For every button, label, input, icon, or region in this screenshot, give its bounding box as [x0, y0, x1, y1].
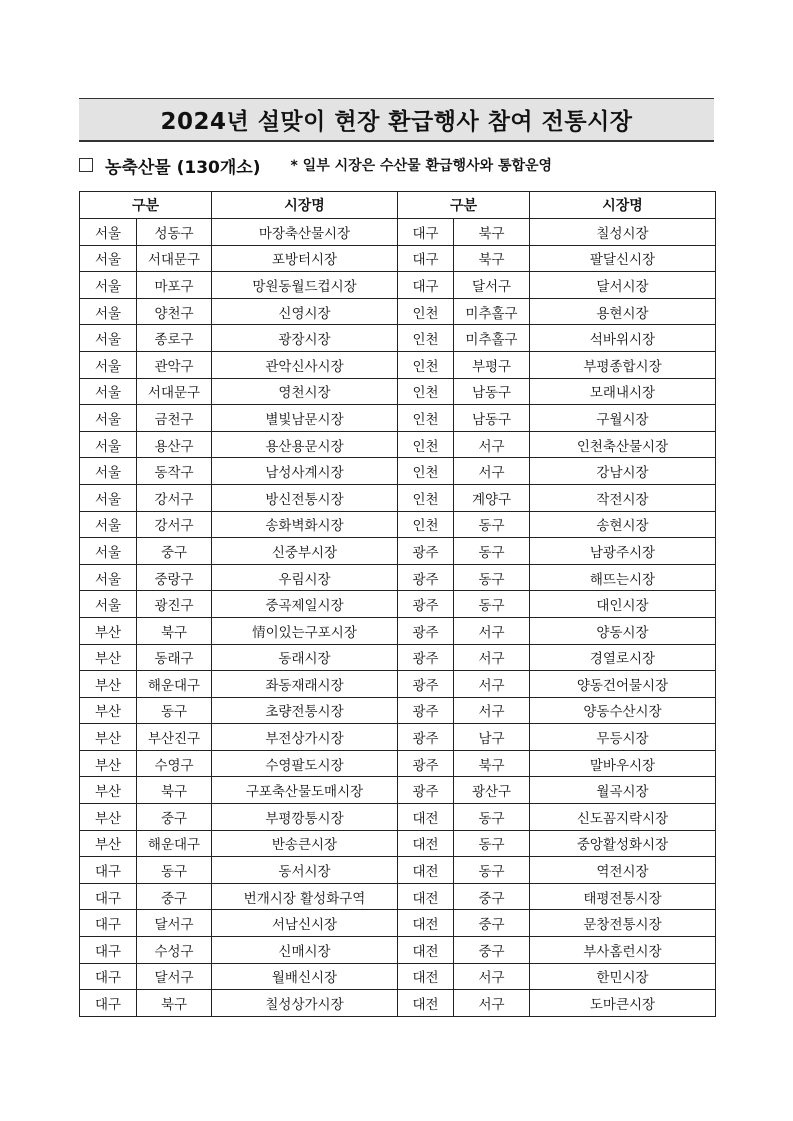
district-left: 부산진구 [137, 724, 212, 751]
page-title: 2024년 설맞이 현장 환급행사 참여 전통시장 [160, 109, 633, 135]
district-left: 달서구 [137, 963, 212, 990]
city-left: 서울 [80, 405, 137, 432]
district-left: 동작구 [137, 458, 212, 485]
market-name-left: 번개시장 활성화구역 [212, 883, 398, 910]
market-name-left: 동서시장 [212, 857, 398, 884]
city-left: 서울 [80, 511, 137, 538]
district-right: 동구 [454, 591, 530, 618]
header-market-right: 시장명 [530, 192, 716, 219]
city-left: 서울 [80, 484, 137, 511]
district-left: 서대문구 [137, 378, 212, 405]
market-name-right: 인천축산물시장 [530, 431, 716, 458]
header-region-left: 구분 [80, 192, 212, 219]
market-name-right: 양동건어물시장 [530, 671, 716, 698]
market-name-left: 방신전통시장 [212, 484, 398, 511]
city-right: 인천 [398, 378, 454, 405]
table-row [80, 431, 716, 458]
market-name-right: 말바우시장 [530, 750, 716, 777]
city-right: 대전 [398, 910, 454, 937]
district-right: 남동구 [454, 378, 530, 405]
market-name-right: 달서시장 [530, 272, 716, 299]
district-left: 강서구 [137, 511, 212, 538]
district-left: 중구 [137, 538, 212, 565]
district-right: 서구 [454, 431, 530, 458]
city-left: 부산 [80, 750, 137, 777]
district-right: 동구 [454, 538, 530, 565]
district-right: 동구 [454, 830, 530, 857]
district-left: 수영구 [137, 750, 212, 777]
district-right: 서구 [454, 990, 530, 1017]
city-left: 대구 [80, 963, 137, 990]
city-left: 대구 [80, 883, 137, 910]
city-left: 부산 [80, 671, 137, 698]
city-left: 서울 [80, 298, 137, 325]
district-right: 미추홀구 [454, 325, 530, 352]
market-name-left: 신영시장 [212, 298, 398, 325]
header-market-left: 시장명 [212, 192, 398, 219]
district-left: 강서구 [137, 484, 212, 511]
market-name-left: 중곡제일시장 [212, 591, 398, 618]
market-table [79, 191, 716, 1017]
city-right: 인천 [398, 431, 454, 458]
section-label: 농축산물 (130개소) [105, 157, 261, 178]
table-row [80, 298, 716, 325]
market-name-right: 송현시장 [530, 511, 716, 538]
district-left: 중구 [137, 804, 212, 831]
district-left: 광진구 [137, 591, 212, 618]
table-row [80, 750, 716, 777]
city-left: 서울 [80, 245, 137, 272]
city-right: 대구 [398, 245, 454, 272]
table-row [80, 351, 716, 378]
district-left: 동구 [137, 857, 212, 884]
table-row [80, 644, 716, 671]
district-right: 중구 [454, 937, 530, 964]
city-right: 광주 [398, 644, 454, 671]
section-note: * 일부 시장은 수산물 환급행사와 통합운영 [290, 158, 553, 174]
district-right: 북구 [454, 245, 530, 272]
district-left: 마포구 [137, 272, 212, 299]
district-right: 북구 [454, 219, 530, 246]
district-left: 해운대구 [137, 830, 212, 857]
table-row [80, 697, 716, 724]
header-region-right: 구분 [398, 192, 530, 219]
table-row [80, 538, 716, 565]
market-name-left: 반송큰시장 [212, 830, 398, 857]
district-left: 동래구 [137, 644, 212, 671]
district-right: 서구 [454, 963, 530, 990]
city-left: 서울 [80, 351, 137, 378]
city-right: 광주 [398, 591, 454, 618]
table-row [80, 219, 716, 246]
table-header-row [80, 192, 716, 219]
table-row [80, 511, 716, 538]
city-left: 서울 [80, 538, 137, 565]
district-right: 중구 [454, 910, 530, 937]
table-row [80, 883, 716, 910]
district-left: 북구 [137, 777, 212, 804]
district-left: 서대문구 [137, 245, 212, 272]
city-right: 대구 [398, 272, 454, 299]
city-left: 부산 [80, 617, 137, 644]
market-name-right: 작전시장 [530, 484, 716, 511]
district-right: 서구 [454, 697, 530, 724]
market-name-left: 서남신시장 [212, 910, 398, 937]
city-left: 서울 [80, 591, 137, 618]
market-name-left: 영천시장 [212, 378, 398, 405]
market-name-left: 망원동월드컵시장 [212, 272, 398, 299]
city-right: 광주 [398, 617, 454, 644]
table-row [80, 990, 716, 1017]
market-name-right: 석바위시장 [530, 325, 716, 352]
market-name-left: 수영팔도시장 [212, 750, 398, 777]
market-name-left: 우림시장 [212, 564, 398, 591]
district-right: 서구 [454, 671, 530, 698]
market-name-right: 문창전통시장 [530, 910, 716, 937]
city-right: 광주 [398, 697, 454, 724]
district-left: 중구 [137, 883, 212, 910]
market-name-right: 칠성시장 [530, 219, 716, 246]
district-right: 동구 [454, 804, 530, 831]
district-right: 광산구 [454, 777, 530, 804]
district-left: 동구 [137, 697, 212, 724]
city-left: 서울 [80, 272, 137, 299]
table-row [80, 458, 716, 485]
market-name-right: 양동수산시장 [530, 697, 716, 724]
market-name-right: 양동시장 [530, 617, 716, 644]
city-left: 서울 [80, 325, 137, 352]
district-left: 성동구 [137, 219, 212, 246]
market-name-right: 경열로시장 [530, 644, 716, 671]
table-row [80, 963, 716, 990]
city-right: 인천 [398, 484, 454, 511]
table-row [80, 405, 716, 432]
city-right: 광주 [398, 724, 454, 751]
market-name-right: 월곡시장 [530, 777, 716, 804]
city-left: 대구 [80, 990, 137, 1017]
district-right: 중구 [454, 883, 530, 910]
market-name-right: 부평종합시장 [530, 351, 716, 378]
market-name-right: 부사홈런시장 [530, 937, 716, 964]
city-right: 광주 [398, 671, 454, 698]
district-right: 동구 [454, 564, 530, 591]
district-left: 수성구 [137, 937, 212, 964]
table-row [80, 804, 716, 831]
section-heading [79, 153, 552, 177]
market-name-right: 중앙활성화시장 [530, 830, 716, 857]
table-row [80, 857, 716, 884]
city-right: 대전 [398, 990, 454, 1017]
market-name-right: 한민시장 [530, 963, 716, 990]
title-banner [79, 98, 714, 142]
market-name-left: 부전상가시장 [212, 724, 398, 751]
city-right: 대전 [398, 857, 454, 884]
district-right: 북구 [454, 750, 530, 777]
city-right: 광주 [398, 564, 454, 591]
district-left: 중랑구 [137, 564, 212, 591]
market-name-right: 모래내시장 [530, 378, 716, 405]
district-left: 달서구 [137, 910, 212, 937]
city-left: 부산 [80, 804, 137, 831]
market-name-left: 부평깡통시장 [212, 804, 398, 831]
city-left: 대구 [80, 857, 137, 884]
table-row [80, 937, 716, 964]
table-row [80, 910, 716, 937]
district-right: 서구 [454, 644, 530, 671]
city-right: 대구 [398, 219, 454, 246]
table-row [80, 830, 716, 857]
market-name-right: 팔달신시장 [530, 245, 716, 272]
table-row [80, 272, 716, 299]
district-left: 금천구 [137, 405, 212, 432]
district-right: 부평구 [454, 351, 530, 378]
city-left: 서울 [80, 378, 137, 405]
table-row [80, 777, 716, 804]
market-name-left: 별빛남문시장 [212, 405, 398, 432]
city-right: 대전 [398, 963, 454, 990]
market-name-right: 구월시장 [530, 405, 716, 432]
city-left: 대구 [80, 910, 137, 937]
market-name-right: 역전시장 [530, 857, 716, 884]
district-right: 남동구 [454, 405, 530, 432]
market-name-left: 초량전통시장 [212, 697, 398, 724]
city-right: 인천 [398, 511, 454, 538]
market-name-left: 동래시장 [212, 644, 398, 671]
table-row [80, 484, 716, 511]
district-right: 미추홀구 [454, 298, 530, 325]
market-name-right: 신도꼼지락시장 [530, 804, 716, 831]
market-name-right: 해뜨는시장 [530, 564, 716, 591]
market-name-right: 용현시장 [530, 298, 716, 325]
district-right: 동구 [454, 857, 530, 884]
district-left: 양천구 [137, 298, 212, 325]
market-name-left: 포방터시장 [212, 245, 398, 272]
city-right: 인천 [398, 405, 454, 432]
city-right: 대전 [398, 804, 454, 831]
city-left: 서울 [80, 458, 137, 485]
city-right: 대전 [398, 883, 454, 910]
district-right: 동구 [454, 511, 530, 538]
city-right: 광주 [398, 777, 454, 804]
market-name-right: 대인시장 [530, 591, 716, 618]
city-left: 서울 [80, 219, 137, 246]
city-left: 부산 [80, 644, 137, 671]
city-right: 대전 [398, 830, 454, 857]
table-row [80, 378, 716, 405]
market-name-left: 월배신시장 [212, 963, 398, 990]
market-name-left: 남성사계시장 [212, 458, 398, 485]
market-name-right: 남광주시장 [530, 538, 716, 565]
table-row [80, 591, 716, 618]
district-left: 관악구 [137, 351, 212, 378]
city-right: 인천 [398, 298, 454, 325]
market-name-left: 송화벽화시장 [212, 511, 398, 538]
table-body [80, 219, 716, 1017]
table-row [80, 724, 716, 751]
market-name-left: 신매시장 [212, 937, 398, 964]
table-row [80, 245, 716, 272]
market-name-left: 관악신사시장 [212, 351, 398, 378]
market-name-left: 광장시장 [212, 325, 398, 352]
market-name-right: 무등시장 [530, 724, 716, 751]
district-left: 북구 [137, 617, 212, 644]
district-right: 서구 [454, 617, 530, 644]
district-right: 남구 [454, 724, 530, 751]
city-left: 부산 [80, 777, 137, 804]
city-right: 인천 [398, 351, 454, 378]
table-row [80, 617, 716, 644]
city-left: 대구 [80, 937, 137, 964]
district-left: 용산구 [137, 431, 212, 458]
market-name-left: 구포축산물도매시장 [212, 777, 398, 804]
district-left: 북구 [137, 990, 212, 1017]
city-right: 대전 [398, 937, 454, 964]
district-left: 해운대구 [137, 671, 212, 698]
market-name-left: 칠성상가시장 [212, 990, 398, 1017]
district-right: 계양구 [454, 484, 530, 511]
market-name-right: 태평전통시장 [530, 883, 716, 910]
market-name-left: 마장축산물시장 [212, 219, 398, 246]
market-name-left: 情이있는구포시장 [212, 617, 398, 644]
city-left: 서울 [80, 431, 137, 458]
city-left: 부산 [80, 724, 137, 751]
city-left: 부산 [80, 830, 137, 857]
market-name-right: 강남시장 [530, 458, 716, 485]
market-name-right: 도마큰시장 [530, 990, 716, 1017]
city-right: 광주 [398, 538, 454, 565]
district-right: 달서구 [454, 272, 530, 299]
table-row [80, 671, 716, 698]
market-name-left: 신중부시장 [212, 538, 398, 565]
city-left: 서울 [80, 564, 137, 591]
city-left: 부산 [80, 697, 137, 724]
market-name-left: 좌동재래시장 [212, 671, 398, 698]
city-right: 인천 [398, 325, 454, 352]
city-right: 인천 [398, 458, 454, 485]
city-right: 광주 [398, 750, 454, 777]
table-row [80, 325, 716, 352]
market-name-left: 용산용문시장 [212, 431, 398, 458]
checkbox-square-icon [79, 158, 93, 172]
district-right: 서구 [454, 458, 530, 485]
district-left: 종로구 [137, 325, 212, 352]
table-row [80, 564, 716, 591]
